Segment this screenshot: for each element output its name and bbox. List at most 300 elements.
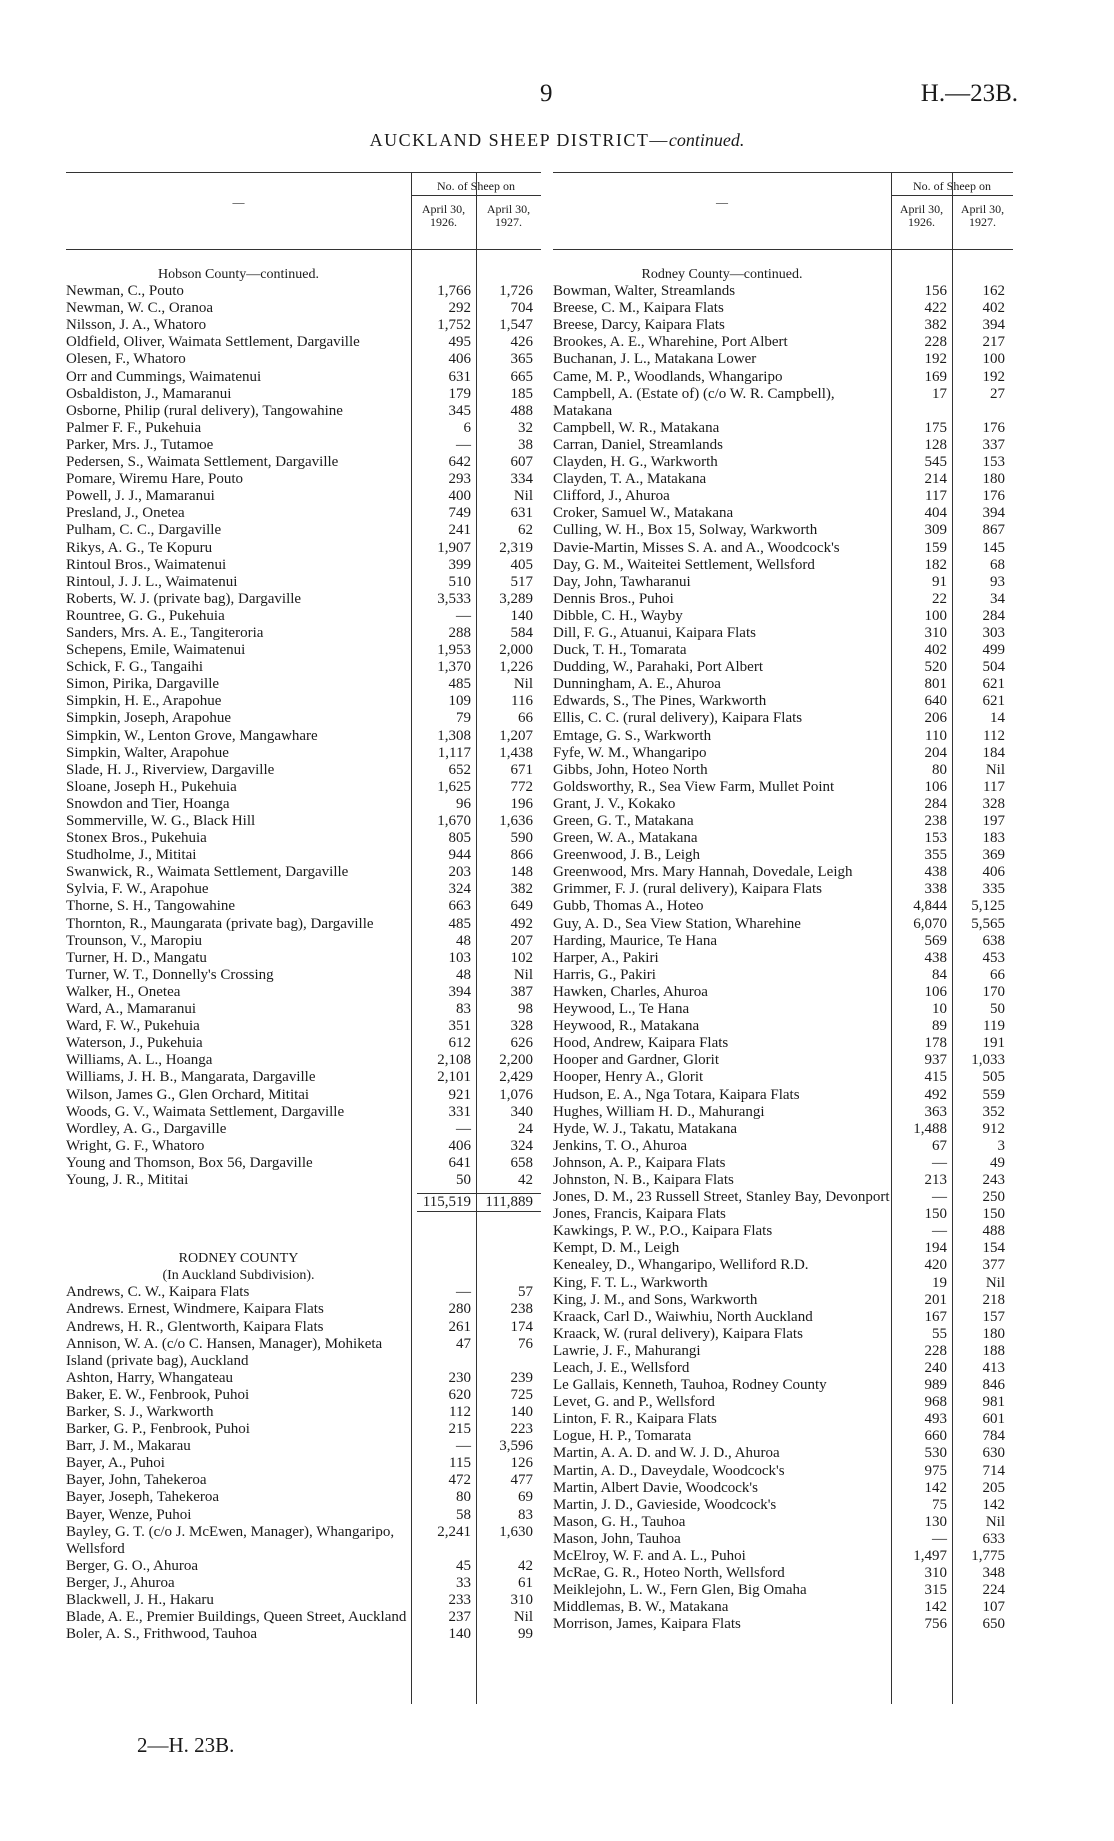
table-row — [66, 916, 541, 933]
sheep-count-1926: 420 — [924, 1257, 947, 1274]
sheep-count-1927: 184 — [982, 744, 1005, 761]
sheep-count-1926: 315 — [924, 1582, 947, 1599]
sheep-count-1927: 725 — [510, 1386, 533, 1403]
header-no-of-sheep: No. of Sheep on — [913, 179, 991, 193]
sheep-count-1927: 413 — [982, 1360, 1005, 1376]
owner-name: Young, J. R., Mititai — [66, 1171, 189, 1188]
sheep-count-1927: 1,438 — [499, 744, 533, 761]
owner-name: Simpkin, Walter, Arapohue — [66, 744, 229, 761]
owner-name: Dibble, C. H., Wayby — [553, 607, 683, 624]
owner-name: Pomare, Wiremu Hare, Pouto — [66, 471, 243, 488]
owner-name: Bayer, Joseph, Tahekeroa — [66, 1489, 220, 1506]
document-reference: H.—23B. — [920, 80, 1018, 107]
table-row — [553, 437, 1013, 454]
sheep-count-1926: 241 — [448, 522, 471, 539]
sheep-count-1926: 19 — [932, 1274, 947, 1291]
sheep-count-1927: 601 — [982, 1411, 1005, 1428]
owner-name: Day, G. M., Waiteitei Settlement, Wellsford — [553, 556, 815, 573]
sheep-count-1926: 89 — [932, 1018, 947, 1035]
owner-name: Hyde, W. J., Takatu, Matakana — [553, 1120, 738, 1137]
owner-name: Boler, A. S., Frithwood, Tauhoa — [66, 1626, 257, 1643]
sheep-count-1927: 633 — [982, 1530, 1005, 1547]
table-body — [553, 260, 1013, 1634]
sheep-count-1927: 61 — [518, 1574, 533, 1591]
owner-name: Clifford, J., Ahuroa — [553, 488, 670, 505]
sheep-count-1927: 239 — [510, 1369, 533, 1386]
owner-name: Presland, J., Onetea — [66, 505, 185, 522]
sheep-count-1926: 110 — [925, 727, 947, 744]
sheep-count-1927: 382 — [510, 881, 533, 898]
owner-name — [66, 1193, 417, 1212]
owner-name: Andrews. Ernest, Windmere, Kaipara Flats — [66, 1301, 324, 1318]
owner-name: Bayer, Wenze, Puhoi — [66, 1506, 192, 1523]
owner-name: Green, W. A., Matakana — [553, 830, 698, 847]
table-row — [553, 351, 1013, 368]
table-body — [66, 260, 541, 1643]
table-row — [66, 745, 541, 762]
sheep-count-1926: 83 — [456, 1001, 471, 1018]
sheep-count-1927: 148 — [510, 864, 533, 881]
owner-name: Sloane, Joseph H., Pukehuia — [66, 778, 237, 795]
sheep-count-1926: 1,308 — [437, 727, 471, 744]
owner-name: Hooper, Henry A., Glorit — [553, 1069, 704, 1086]
sheep-count-1926: 67 — [932, 1137, 947, 1154]
owner-name: Simpkin, Joseph, Arapohue — [66, 710, 231, 727]
sheep-count-1927: 772 — [510, 778, 533, 795]
table-row — [553, 1309, 1013, 1326]
owner-name: Grimmer, F. J. (rural delivery), Kaipara Flats — [553, 881, 822, 898]
owner-name: Johnston, N. B., Kaipara Flats — [553, 1171, 734, 1188]
sheep-count-1927: 665 — [510, 368, 533, 385]
sheep-count-1927: 176 — [982, 419, 1005, 436]
sheep-count-1926: 50 — [456, 1171, 471, 1188]
table-row — [66, 1438, 541, 1455]
table-row — [553, 1463, 1013, 1480]
sheep-count-1926: 84 — [932, 966, 947, 983]
table-row — [66, 659, 541, 676]
sheep-count-1927: 49 — [990, 1154, 1005, 1171]
sheep-count-1926: 382 — [924, 317, 947, 334]
sheep-count-1926: 169 — [924, 368, 947, 385]
header-no-of-sheep: No. of Sheep on — [437, 179, 515, 193]
owner-name: Slade, H. J., Riverview, Dargaville — [66, 761, 275, 778]
owner-name: Swanwick, R., Waimata Settlement, Dargaville — [66, 864, 349, 881]
table-row — [66, 984, 541, 1001]
sheep-count-1927: 1,226 — [499, 659, 533, 676]
table-row — [66, 676, 541, 693]
owner-name: Gubb, Thomas A., Hoteo — [553, 898, 704, 915]
table-row — [66, 1370, 541, 1387]
owner-name: Martin, Albert Davie, Woodcock's — [553, 1479, 758, 1496]
sheep-count-1926: 937 — [924, 1052, 947, 1069]
sheep-count-1926: 182 — [924, 556, 947, 573]
sheep-count-1927: 207 — [510, 932, 533, 949]
table-row — [66, 1172, 541, 1189]
sheep-count-1926: 399 — [448, 556, 471, 573]
table-row — [66, 642, 541, 659]
owner-name: Lawrie, J. F., Mahurangi — [553, 1342, 701, 1359]
sheep-count-1926: 310 — [924, 624, 947, 641]
table-row — [66, 1489, 541, 1506]
sheep-count-1926: 115,519 — [417, 1193, 479, 1212]
header-dash: — — [232, 195, 245, 209]
owner-name: Martin, J. D., Gavieside, Woodcock's — [553, 1496, 777, 1513]
sheep-count-1926: 324 — [448, 881, 471, 898]
owner-name: Kenealey, D., Whangaripo, Welliford R.D. — [553, 1257, 809, 1274]
sheep-count-1926: 55 — [932, 1325, 947, 1342]
owner-name: Brookes, A. E., Wharehine, Port Albert — [553, 334, 788, 351]
owner-name: Greenwood, Mrs. Mary Hannah, Dovedale, Leigh — [553, 864, 853, 881]
spacer-row — [66, 1216, 541, 1244]
sheep-count-1927: 66 — [990, 966, 1005, 983]
owner-name: Ellis, C. C. (rural delivery), Kaipara Flats — [553, 710, 803, 727]
sheep-count-1926: 91 — [932, 573, 947, 590]
sheep-count-1927: 185 — [510, 385, 533, 402]
table-row — [66, 505, 541, 522]
sheep-count-1926: 75 — [932, 1496, 947, 1513]
owner-name: Leach, J. E., Wellsford — [553, 1360, 690, 1376]
sheep-count-1927: 126 — [510, 1455, 533, 1472]
owner-name: Harris, G., Pakiri — [553, 966, 656, 983]
sheep-count-1927: 42 — [518, 1171, 533, 1188]
sheep-count-1927: 69 — [518, 1489, 533, 1506]
owner-name: Jones, Francis, Kaipara Flats — [553, 1206, 726, 1223]
title-main: AUCKLAND SHEEP DISTRICT— — [369, 130, 669, 150]
sheep-count-1927: Nil — [985, 761, 1005, 778]
sheep-count-1927: 517 — [510, 573, 533, 590]
table-row — [553, 898, 1013, 915]
sheep-count-1926: 228 — [924, 1342, 947, 1359]
sheep-count-1926: 422 — [924, 300, 947, 317]
owner-name: Rountree, G. G., Pukehuia — [66, 607, 225, 624]
sheep-count-1926: 351 — [448, 1018, 471, 1035]
sheep-count-1926: 140 — [448, 1626, 471, 1643]
sheep-count-1927: 192 — [982, 368, 1005, 385]
owner-name: Osborne, Philip (rural delivery), Tangowahine — [66, 402, 343, 419]
sheep-count-1927: 68 — [990, 556, 1005, 573]
sheep-count-1926: 338 — [924, 881, 947, 898]
sheep-count-1927: 102 — [510, 949, 533, 966]
sheep-count-1926: 214 — [924, 471, 947, 488]
sheep-count-1927: 505 — [982, 1069, 1005, 1086]
sheep-count-1927: 649 — [510, 898, 533, 915]
table-row — [66, 1336, 541, 1370]
sheep-count-1927: 14 — [990, 710, 1005, 727]
sheep-count-1927: 119 — [983, 1018, 1005, 1035]
sheep-count-1926: 756 — [924, 1616, 947, 1633]
sheep-count-1926: 261 — [448, 1318, 471, 1335]
sheep-count-1927: 1,207 — [499, 727, 533, 744]
sheep-count-1926: 201 — [924, 1291, 947, 1308]
owner-name: Turner, H. D., Mangatu — [66, 949, 207, 966]
owner-name: Hudson, E. A., Nga Totara, Kaipara Flats — [553, 1086, 800, 1103]
sheep-count-1927: 188 — [982, 1342, 1005, 1359]
sheep-count-1926: 142 — [924, 1599, 947, 1616]
sheep-count-1927: 116 — [511, 693, 533, 710]
sheep-count-1927: 117 — [983, 778, 1005, 795]
sheep-count-1927: 394 — [982, 505, 1005, 522]
sheep-count-1927: 328 — [510, 1018, 533, 1035]
table-row — [553, 369, 1013, 386]
owner-name: Annison, W. A. (c/o C. Hansen, Manager), Mohiketa Island (private bag), Auckland — [66, 1335, 383, 1369]
table-row — [553, 1155, 1013, 1172]
sheep-count-1926: 1,953 — [437, 642, 471, 659]
table-row — [553, 591, 1013, 608]
sheep-count-1927: 631 — [510, 505, 533, 522]
sheep-count-1927: 191 — [982, 1035, 1005, 1052]
left-table — [66, 172, 541, 1704]
sheep-count-1927: 590 — [510, 830, 533, 847]
sheep-count-1927: 1,033 — [971, 1052, 1005, 1069]
subsection-heading — [66, 1267, 541, 1284]
owner-name: Ward, A., Mamaranui — [66, 1001, 197, 1018]
owner-name: Goldsworthy, R., Sea View Farm, Mullet Point — [553, 778, 835, 795]
sheep-count-1927: 50 — [990, 1001, 1005, 1018]
table-row — [66, 1387, 541, 1404]
sheep-count-1926: 363 — [924, 1103, 947, 1120]
owner-name: Clayden, T. A., Matakana — [553, 471, 707, 488]
owner-name: Osbaldiston, J., Mamaranui — [66, 385, 232, 402]
table-row — [66, 933, 541, 950]
sheep-count-1927: 1,547 — [499, 317, 533, 334]
sheep-count-1927: 405 — [510, 556, 533, 573]
sheep-count-1927: 157 — [982, 1308, 1005, 1325]
sheep-count-1926: 406 — [448, 351, 471, 368]
table-row — [553, 557, 1013, 574]
owner-name: Linton, F. R., Kaipara Flats — [553, 1411, 717, 1428]
owner-name: Meiklejohn, L. W., Fern Glen, Big Omaha — [553, 1582, 807, 1599]
sheep-count-1927: 377 — [982, 1257, 1005, 1274]
sheep-count-1926: 640 — [924, 693, 947, 710]
table-row — [553, 574, 1013, 591]
table-row — [66, 1035, 541, 1052]
table-row — [66, 557, 541, 574]
sheep-count-1927: 638 — [982, 932, 1005, 949]
table-row — [553, 710, 1013, 727]
owner-name: Kraack, W. (rural delivery), Kaipara Flats — [553, 1325, 803, 1342]
sheep-count-1927: 205 — [982, 1479, 1005, 1496]
owner-name: Emtage, G. S., Warkworth — [553, 727, 712, 744]
table-row — [553, 762, 1013, 779]
owner-name: Culling, W. H., Box 15, Solway, Warkworth — [553, 522, 818, 539]
owner-name: Roberts, W. J. (private bag), Dargaville — [66, 590, 302, 607]
sheep-count-1926: 631 — [448, 368, 471, 385]
table-row — [66, 1455, 541, 1472]
table-row — [66, 1404, 541, 1421]
sheep-count-1926: 10 — [932, 1001, 947, 1018]
table-row — [553, 967, 1013, 984]
sheep-count-1926: 1,766 — [437, 283, 471, 300]
table-row — [66, 1319, 541, 1336]
table-row — [553, 1172, 1013, 1189]
owner-name: Heywood, R., Matakana — [553, 1018, 700, 1035]
sheep-count-1926: 142 — [924, 1479, 947, 1496]
sheep-count-1927: 2,000 — [499, 642, 533, 659]
table-row — [553, 779, 1013, 796]
page-number: 9 — [540, 80, 553, 107]
owner-name: Kawkings, P. W., P.O., Kaipara Flats — [553, 1223, 773, 1240]
table-row — [66, 1069, 541, 1086]
table-row — [66, 1087, 541, 1104]
owner-name: Croker, Samuel W., Matakana — [553, 505, 734, 522]
table-row — [553, 300, 1013, 317]
table-row — [66, 1592, 541, 1609]
sheep-count-1927: 217 — [982, 334, 1005, 351]
table-row — [66, 300, 541, 317]
sheep-count-1927: Nil — [513, 676, 533, 693]
owner-name: Middlemas, B. W., Matakana — [553, 1599, 729, 1616]
sheep-count-1926: 520 — [924, 659, 947, 676]
owner-name: Pedersen, S., Waimata Settlement, Dargaville — [66, 454, 339, 471]
sheep-count-1926: 492 — [924, 1086, 947, 1103]
sheep-count-1927: 348 — [982, 1565, 1005, 1582]
table-row — [66, 762, 541, 779]
owner-name: Thornton, R., Maungarata (private bag), Dargaville — [66, 915, 374, 932]
table-row — [553, 1018, 1013, 1035]
owner-name: Blade, A. E., Premier Buildings, Queen Street, Auckland — [66, 1609, 407, 1626]
sheep-count-1926: 96 — [456, 795, 471, 812]
owner-name: Duck, T. H., Tomarata — [553, 642, 687, 659]
table-row — [553, 334, 1013, 351]
sheep-count-1926: 921 — [448, 1086, 471, 1103]
sheep-count-1927: 238 — [510, 1301, 533, 1318]
sheep-count-1927: 1,636 — [499, 813, 533, 829]
table-row — [66, 437, 541, 454]
owner-name: Fyfe, W. M., Whangaripo — [553, 744, 707, 761]
table-row — [66, 574, 541, 591]
sheep-count-1926: 355 — [924, 847, 947, 864]
sheep-count-1927: 180 — [982, 471, 1005, 488]
total-row — [66, 1193, 541, 1212]
sheep-count-1926: 106 — [924, 983, 947, 1000]
table-row — [66, 1575, 541, 1592]
sheep-count-1926: 4,844 — [913, 898, 947, 915]
owner-name: Mason, G. H., Tauhoa — [553, 1513, 686, 1530]
owner-name: Snowdon and Tier, Hoanga — [66, 795, 230, 812]
owner-name: Simpkin, W., Lenton Grove, Mangawhare — [66, 727, 318, 744]
owner-name: Stonex Bros., Pukehuia — [66, 830, 207, 847]
owner-name: Kempt, D. M., Leigh — [553, 1240, 680, 1257]
owner-name: Bayley, G. T. (c/o J. McEwen, Manager), Whangaripo, Wellsford — [66, 1523, 395, 1557]
sheep-count-1926: 749 — [448, 505, 471, 522]
sheep-count-1927: 650 — [982, 1616, 1005, 1633]
table-row — [66, 334, 541, 351]
table-row — [66, 540, 541, 557]
table-row — [66, 967, 541, 984]
sheep-count-1926: 175 — [924, 419, 947, 436]
sheep-count-1926: 48 — [456, 966, 471, 983]
owner-name: Newman, C., Pouto — [66, 283, 184, 300]
owner-name: Davie-Martin, Misses S. A. and A., Woodcock's — [553, 539, 840, 556]
table-row — [553, 1326, 1013, 1343]
section-heading — [66, 260, 541, 283]
table-row — [66, 813, 541, 830]
sheep-count-1927: 867 — [982, 522, 1005, 539]
sheep-count-1926: 493 — [924, 1411, 947, 1428]
table-row — [66, 1018, 541, 1035]
sheep-count-1926: 80 — [456, 1489, 471, 1506]
table-row — [66, 1301, 541, 1318]
sheep-count-1926: 3,533 — [437, 590, 471, 607]
sheep-count-1927: 197 — [982, 813, 1005, 829]
table-row — [553, 283, 1013, 300]
owner-name: Berger, G. O., Ahuroa — [66, 1557, 199, 1574]
sheep-count-1927: 162 — [982, 283, 1005, 300]
sheep-count-1926: 1,752 — [437, 317, 471, 334]
owner-name: Williams, A. L., Hoanga — [66, 1052, 213, 1069]
owner-name: Levet, G. and P., Wellsford — [553, 1394, 715, 1411]
sheep-count-1927: 250 — [982, 1189, 1005, 1206]
sheep-count-1926: 233 — [448, 1592, 471, 1609]
sheep-count-1927: 394 — [982, 317, 1005, 334]
owner-name: McRae, G. R., Hoteo North, Wellsford — [553, 1565, 785, 1582]
sheep-count-1926: 663 — [448, 898, 471, 915]
owner-name: Barker, S. J., Warkworth — [66, 1404, 214, 1420]
sheep-count-1927: 621 — [982, 676, 1005, 693]
sheep-count-1926: 642 — [448, 454, 471, 471]
table-row — [553, 1394, 1013, 1411]
sheep-count-1926: 238 — [924, 813, 947, 829]
sheep-count-1926: 545 — [924, 454, 947, 471]
sheep-count-1926: 309 — [924, 522, 947, 539]
owner-name: Johnson, A. P., Kaipara Flats — [553, 1154, 726, 1171]
owner-name: Came, M. P., Woodlands, Whangaripo — [553, 368, 783, 385]
sheep-count-1927: 174 — [510, 1318, 533, 1335]
sheep-count-1926: 472 — [448, 1472, 471, 1489]
sheep-count-1927: 504 — [982, 659, 1005, 676]
owner-name: Orr and Cummings, Waimatenui — [66, 368, 262, 385]
sheep-count-1927: 243 — [982, 1171, 1005, 1188]
owner-name: Trounson, V., Maropiu — [66, 932, 203, 949]
sheep-count-1926: 280 — [448, 1301, 471, 1318]
table-row — [66, 1104, 541, 1121]
sheep-count-1927: 784 — [982, 1428, 1005, 1445]
owner-name: Kraack, Carl D., Waiwhiu, North Auckland — [553, 1308, 813, 1325]
table-header — [66, 172, 541, 250]
table-row — [553, 813, 1013, 830]
sheep-count-1926: 33 — [456, 1574, 471, 1591]
sheep-count-1926: 293 — [448, 471, 471, 488]
sheep-count-1927: 499 — [982, 642, 1005, 659]
sheep-count-1927: 981 — [982, 1394, 1005, 1411]
owner-name: Thorne, S. H., Tangowahine — [66, 898, 236, 915]
owner-name: Newman, W. C., Oranoa — [66, 300, 214, 317]
sheep-count-1927: 218 — [982, 1291, 1005, 1308]
owner-name: Berger, J., Ahuroa — [66, 1574, 175, 1591]
sheep-count-1927: 387 — [510, 983, 533, 1000]
owner-name: Dudding, W., Parahaki, Port Albert — [553, 659, 763, 676]
sheep-count-1927: 107 — [982, 1599, 1005, 1616]
table-row — [553, 317, 1013, 334]
table-row — [553, 1360, 1013, 1377]
sheep-count-1927: 140 — [510, 1404, 533, 1420]
sheep-count-1926: 620 — [448, 1386, 471, 1403]
sheep-count-1926: 404 — [924, 505, 947, 522]
table-row — [66, 881, 541, 898]
owner-name: Baker, E. W., Fenbrook, Puhoi — [66, 1386, 250, 1403]
sheep-count-1926: 230 — [448, 1369, 471, 1386]
table-row — [553, 728, 1013, 745]
table-row — [553, 1599, 1013, 1616]
table-row — [66, 1626, 541, 1643]
sheep-count-1926: — — [456, 1120, 471, 1137]
table-row — [553, 1257, 1013, 1274]
table-row — [553, 984, 1013, 1001]
sheep-count-1927: 1,076 — [499, 1086, 533, 1103]
owner-name: Bayer, John, Tahekeroa — [66, 1472, 207, 1489]
sheep-count-1926: — — [456, 1438, 471, 1455]
section-title: Rodney County—continued. — [641, 267, 803, 282]
